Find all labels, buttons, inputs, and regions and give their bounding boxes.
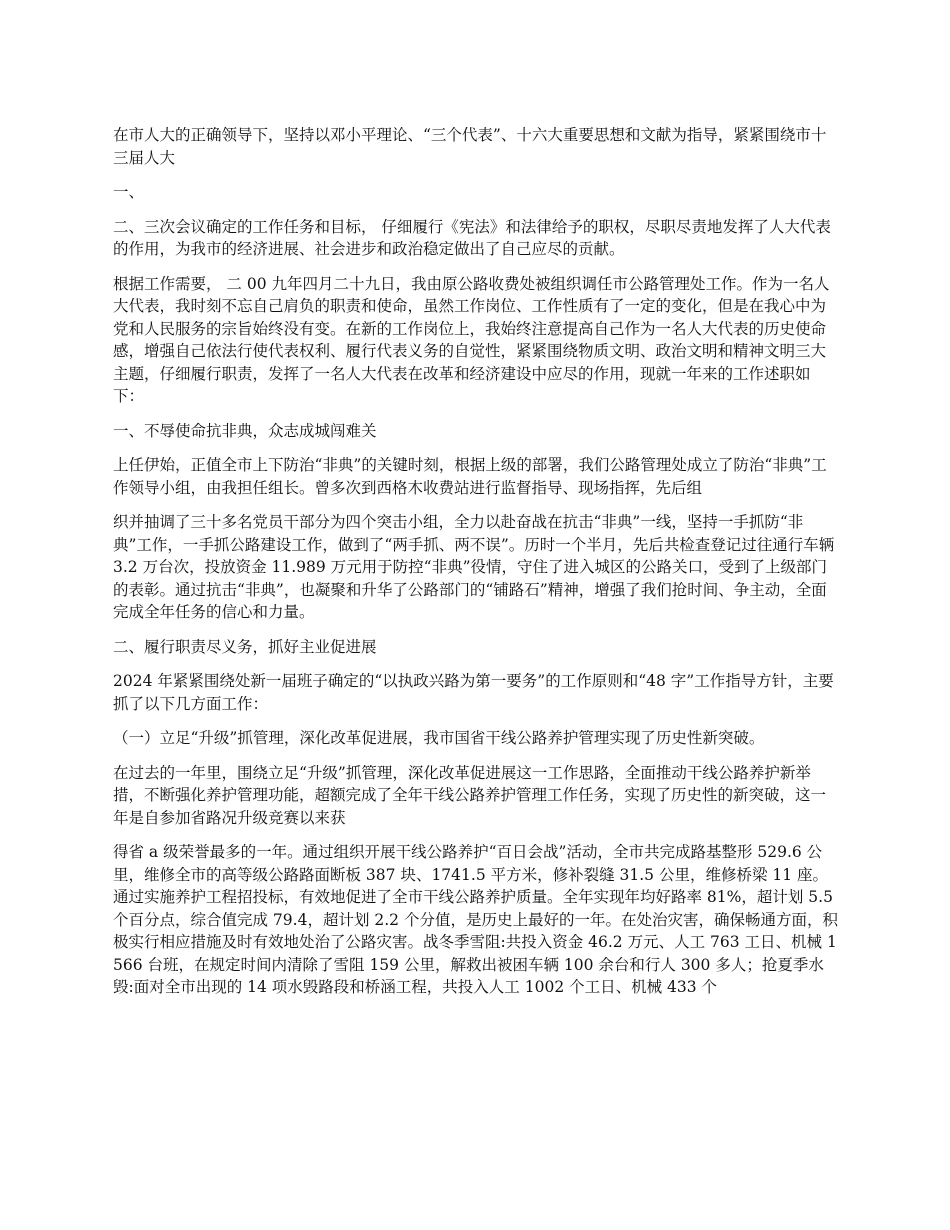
- paragraph-maintenance-1: 在过去的一年里，围绕立足“升级”抓管理，深化改革促进展这一工作思路，全面推动干线公路养护新举措，不断强化养护管理功能，超额完成了全年干线公路养护管理工作任务，实现了历史性的新突破，这一年是自参加省路况升级竞赛以来获: [113, 763, 827, 827]
- paragraph-numeral: 一、: [113, 183, 145, 201]
- subsection-heading-1: （一）立足“升级”抓管理，深化改革促进展，我市国省干线公路养护管理实现了历史性新突破。: [113, 729, 765, 747]
- paragraph-maintenance-2: 得省 a 级荣誉最多的一年。通过组织开展干线公路养护“百日会战”活动，全市共完成路基整形 529.6 公里，维修全市的高等级公路路面断板 387 块、1741.5 平方米，修补裂缝 31.5 公里，维修桥梁 11 座。通过实施养护工程招投标，有效地促进了全市干线公路养护质量。全年实现年均好路率 81%，超计划 5.5 个百分点，综合值完成 79.4，超计划 2.2 个分值，是历史上最好的一年。在处治灾害，确保畅通方面，积极实行相应措施及时有效地处治了公路灾害。战冬季雪阻:共投入资金 46.2 万元、人工 763 工日、机械 1566 台班，在规定时间内清除了雪阻 159 公里，解救出被困车辆 100 余台和行人 300 多人；抢夏季水毁:面对全市出现的 14 项水毁路段和桥涵工程，共投入人工 1002 个工日、机械 433 个: [113, 843, 838, 996]
- paragraph-work-plan: 2024 年紧紧围绕处新一届班子确定的“以执政兴路为第一要务”的工作原则和“48 字”工作指导方针，主要抓了以下几方面工作：: [113, 672, 834, 713]
- section-heading-2: 二、履行职责尽义务，抓好主业促进展: [113, 637, 377, 656]
- paragraph-duties: 二、三次会议确定的工作任务和目标， 仔细履行《宪法》和法律给予的职权，尽职尽责地发挥了人大代表的作用，为我市的经济进展、社会进步和政治稳定做出了自己应尽的贡献。: [113, 217, 831, 258]
- paragraph-transfer: 根据工作需要， 二 00 九年四月二十九日，我由原公路收费处被组织调任市公路管理处工作。作为一名人大代表，我时刻不忘自己肩负的职责和使命，虽然工作岗位、工作性质有了一定的变化，但是在我心中为党和人民服务的宗旨始终没有变。在新的工作岗位上，我始终注意提高自己作为一名人大代表的历史使命感，增强自己依法行使代表权利、履行代表义务的自觉性，紧紧围绕物质文明、政治文明和精神文明三大主题，仔细履行职责，发挥了一名人大代表在改革和经济建设中应尽的作用，现就一年来的工作述职如下：: [113, 274, 830, 405]
- paragraph-sars-1: 上任伊始，正值全市上下防治“非典”的关键时刻，根据上级的部署，我们公路管理处成立了防治“非典”工作领导小组，由我担任组长。曾多次到西格木收费站进行监督指导、现场指挥，先后组: [113, 456, 827, 497]
- section-heading-1: 一、不辱使命抗非典，众志成城闯难关: [113, 421, 377, 440]
- paragraph-intro: 在市人大的正确领导下，坚持以邓小平理论、“三个代表”、十六大重要思想和文献为指导，紧紧围绕市十三届人大: [113, 126, 827, 167]
- document-body: [113, 124, 841, 1011]
- paragraph-sars-2: 织并抽调了三十多名党员干部分为四个突击小组，全力以赴奋战在抗击“非典”一线，坚持一手抓防“非典”工作，一手抓公路建设工作，做到了“两手抓、两不误”。历时一个半月，先后共检查登记过往通行车辆 3.2 万台次，投放资金 11.989 万元用于防控“非典”役情，守住了进入城区的公路关口，受到了上级部门的表彰。通过抗击“非典”，也凝聚和升华了公路部门的“铺路石”精神，增强了我们抢时间、争主动，全面完成全年任务的信心和力量。: [113, 513, 835, 621]
